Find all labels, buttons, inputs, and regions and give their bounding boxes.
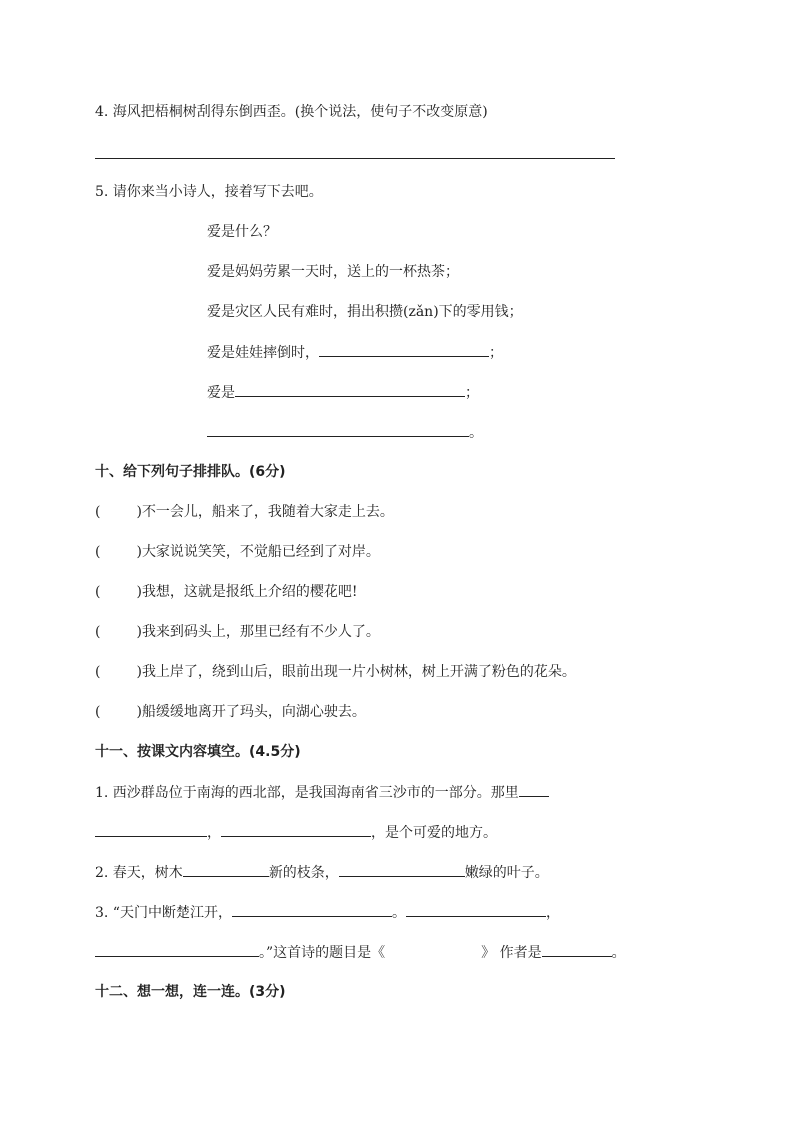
- section-11-title: 十一、按课文内容填空。(4.5分): [95, 744, 301, 760]
- s11-q1-blank-b[interactable]: [95, 822, 207, 837]
- poem-line-6-blank[interactable]: [207, 422, 469, 437]
- s11-q1-line2: [95, 822, 497, 843]
- poem-line-4: [207, 342, 503, 363]
- poem-line-4-prefix: 爱是娃娃摔倒时，: [207, 345, 319, 361]
- poem-line-1: 爱是什么？: [207, 224, 277, 240]
- poem-line-5-blank[interactable]: [235, 382, 465, 397]
- section-10-title: 十、给下列句子排排队。(6分): [95, 464, 286, 480]
- order-item-text: 大家说说笑笑，不觉船已经到了对岸。: [141, 544, 380, 560]
- paren-open: (: [95, 584, 101, 600]
- s11-q3-sep2: ，: [545, 905, 560, 921]
- poem-line-4-blank[interactable]: [319, 342, 489, 357]
- s11-q3-line2: [95, 942, 626, 963]
- q4-answer-line[interactable]: [95, 158, 615, 159]
- s11-q3-prefix: 3. “天门中断楚江开，: [95, 905, 232, 921]
- s11-q3-blank-b[interactable]: [406, 902, 546, 917]
- order-item-text: 不一会儿，船来了，我随着大家走上去。: [141, 504, 394, 520]
- s11-q1-sep: ，: [207, 825, 221, 841]
- order-item-text: 船缓缓地离开了玛头，向湖心驶去。: [141, 704, 366, 720]
- s11-q3-cont2: 》 作者是: [481, 945, 542, 961]
- order-item-text: 我来到码头上，那里已经有不少人了。: [141, 624, 380, 640]
- poem-line-6-end: 。: [469, 425, 483, 441]
- s11-q3-author-blank[interactable]: [542, 942, 612, 957]
- s11-q3-blank-c[interactable]: [95, 942, 259, 957]
- s11-q1-blank-a[interactable]: [519, 782, 549, 797]
- poem-line-2: 爱是妈妈劳累一天时，送上的一杯热茶；: [207, 264, 459, 280]
- order-item-4: [95, 622, 380, 642]
- order-item-6: [95, 702, 366, 722]
- s11-q2-prefix: 2. 春天，树木: [95, 865, 183, 881]
- order-item-1: [95, 502, 394, 522]
- poem-line-5-end: ；: [465, 385, 479, 401]
- poem-line-5: [207, 382, 479, 403]
- section-12-title: 十二、想一想，连一连。(3分): [95, 984, 286, 1000]
- s11-q1-end: ，是个可爱的地方。: [371, 825, 497, 841]
- paren-close: ): [136, 624, 142, 640]
- order-item-2: [95, 542, 380, 562]
- poem-line-4-end: ；: [489, 345, 503, 361]
- s11-q1-blank-c[interactable]: [221, 822, 371, 837]
- poem-line-6: [207, 422, 483, 443]
- s11-q2-blank-a[interactable]: [183, 862, 269, 877]
- paren-open: (: [95, 664, 101, 680]
- poem-line-5-prefix: 爱是: [207, 385, 235, 401]
- s11-q3-blank-a[interactable]: [232, 902, 392, 917]
- s11-q1-text: 1. 西沙群岛位于南海的西北部，是我国海南省三沙市的一部分。那里: [95, 785, 519, 801]
- s11-q2: [95, 862, 549, 883]
- paren-open: (: [95, 504, 101, 520]
- paren-open: (: [95, 704, 101, 720]
- order-item-text: 我上岸了，绕到山后，眼前出现一片小树林，树上开满了粉色的花朵。: [141, 664, 576, 680]
- q5-text: 5. 请你来当小诗人，接着写下去吧。: [95, 184, 323, 200]
- s11-q3-line1: [95, 902, 560, 923]
- poem-line-3: 爱是灾区人民有难时，捐出积攒(zǎn)下的零用钱；: [207, 304, 523, 320]
- order-item-3: [95, 582, 358, 602]
- order-item-5: [95, 662, 576, 682]
- paren-close: ): [136, 544, 142, 560]
- paren-close: ): [136, 584, 142, 600]
- paren-close: ): [136, 504, 142, 520]
- s11-q2-mid2: 嫩绿的叶子。: [464, 865, 549, 881]
- paren-open: (: [95, 624, 101, 640]
- order-item-text: 我想，这就是报纸上介绍的樱花吧!: [141, 584, 358, 600]
- s11-q3-cont1: 。”这首诗的题目是《: [259, 945, 386, 961]
- paren-close: ): [136, 664, 142, 680]
- s11-q2-mid1: 新的枝条，: [268, 865, 339, 881]
- q4-text: 4. 海风把梧桐树刮得东倒西歪。(换个说法，使句子不改变原意): [95, 104, 488, 120]
- s11-q3-sep1: 。: [391, 905, 406, 921]
- s11-q2-blank-b[interactable]: [339, 862, 465, 877]
- s11-q3-end: 。: [611, 945, 626, 961]
- paren-close: ): [136, 704, 142, 720]
- s11-q1-line1: [95, 782, 549, 803]
- paren-open: (: [95, 544, 101, 560]
